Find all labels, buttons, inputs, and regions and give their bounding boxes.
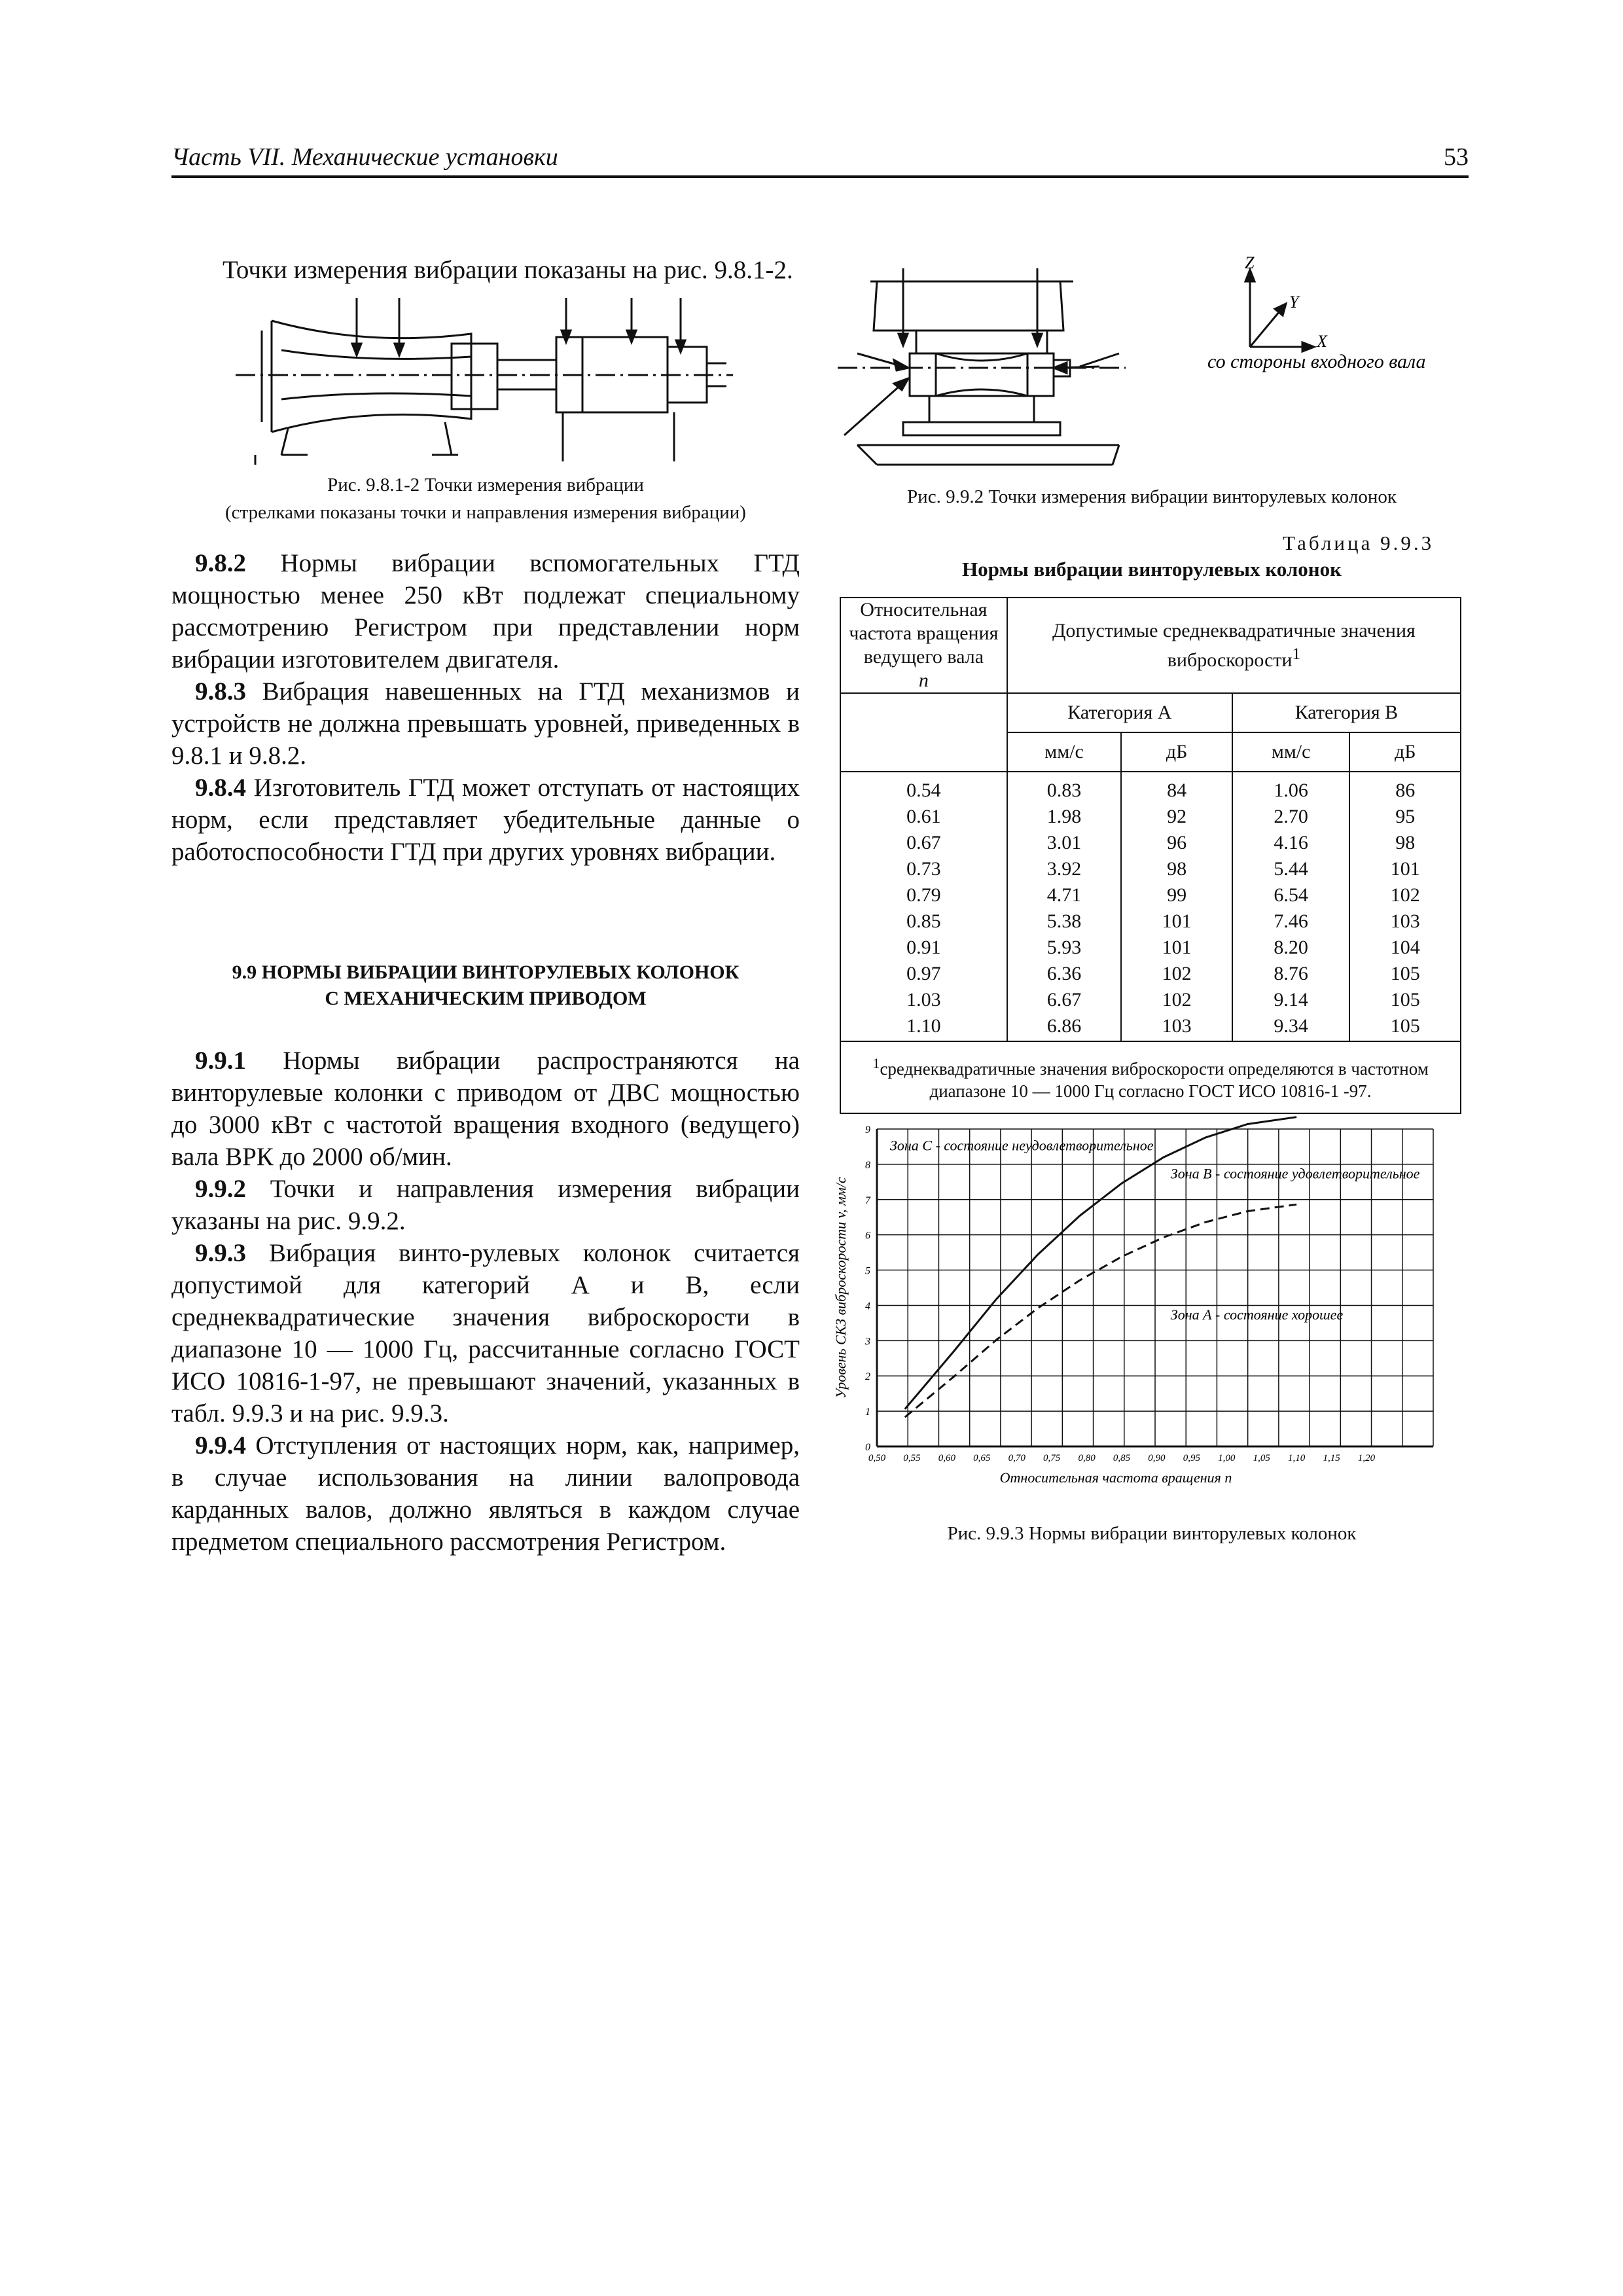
left-column-text: [171, 547, 800, 868]
table-cell: 0.73: [906, 858, 941, 880]
table-cell: 99: [1167, 884, 1187, 906]
x-tick-label: 1,05: [1253, 1453, 1270, 1463]
table-footnote: $^1$среднеквадратичные значения виброскорости определяются в частотном диапазоне 10 — 1000 Гц согласно ГОСТ ИСО 10816-1 -97.: [840, 1041, 1461, 1113]
fig-992-caption: Рис. 9.9.2 Точки измерения вибрации винторулевых колонок: [907, 486, 1397, 507]
fig-993-caption: Рис. 9.9.3 Нормы вибрации винторулевых колонок: [947, 1523, 1357, 1544]
table-cell: 86: [1395, 780, 1416, 801]
table-cell: 1.10: [906, 1015, 941, 1037]
x-tick-label: 0,55: [903, 1453, 921, 1463]
table-cell: 98: [1395, 832, 1416, 853]
table-cell: 105: [1390, 989, 1420, 1011]
table-cell: 7.46: [1274, 910, 1308, 932]
para-984: 9.8.4 Изготовитель ГТД может отступать от настоящих норм, если представляет убедительные данные о работоспособности ГТД при других уровнях вибрации.: [171, 774, 800, 866]
table-cell: 5.38: [1046, 910, 1082, 932]
table-cell: 102: [1162, 963, 1192, 984]
unit-a-db: дБ: [1121, 732, 1232, 772]
table-cell: 92: [1167, 806, 1187, 827]
table-cell: 95: [1395, 806, 1416, 827]
col-a-mms-values: [1007, 772, 1122, 1041]
x-tick-label: 0,90: [1148, 1453, 1166, 1463]
table-cell: 0.97: [906, 963, 941, 984]
header-spacer: [840, 693, 1007, 772]
table-cell: 4.16: [1274, 832, 1308, 853]
y-tick-label: 9: [865, 1124, 870, 1136]
col-freq-header: Относительная частота вращения ведущего вала n: [840, 598, 1007, 693]
unit-b-mms: мм/с: [1232, 732, 1350, 772]
page-number: 53: [1444, 143, 1469, 171]
table-cell: 0.54: [906, 780, 941, 801]
table-title: Нормы вибрации винторулевых колонок: [962, 558, 1342, 581]
unit-b-db: дБ: [1349, 732, 1461, 772]
fig-992-drawing: [838, 255, 1466, 471]
norms-table: [840, 597, 1461, 1114]
x-tick-label: 0,75: [1043, 1453, 1061, 1463]
x-tick-label: 0,50: [868, 1453, 886, 1463]
table-cell: 101: [1162, 910, 1192, 932]
table-cell: 84: [1167, 780, 1187, 801]
y-tick-label: 8: [865, 1159, 870, 1171]
table-cell: 98: [1167, 858, 1187, 880]
fig-981-drawing: [236, 298, 746, 465]
chart-xlabel: Относительная частота вращения n: [999, 1469, 1232, 1486]
table-cell: 0.83: [1046, 780, 1082, 801]
zone-c-label: Зона С - состояние неудовлетворительное: [890, 1137, 1154, 1154]
para-983: 9.8.3 Вибрация навешенных на ГТД механизмов и устройств не должна превышать уровней, приведенных в 9.8.1 и 9.8.2.: [171, 677, 800, 770]
x-tick-label: 0,80: [1078, 1453, 1096, 1463]
running-header-title: Часть VII. Механические установки: [171, 143, 558, 171]
cat-a-header: Категория А: [1007, 693, 1232, 732]
x-tick-label: 0,65: [973, 1453, 991, 1463]
table-cell: 102: [1390, 884, 1420, 906]
x-tick-label: 1,15: [1323, 1453, 1340, 1463]
table-cell: 5.44: [1274, 858, 1308, 880]
table-cell: 103: [1390, 910, 1420, 932]
table-cell: 0.79: [906, 884, 941, 906]
chart-series: [905, 1117, 1297, 1418]
x-tick-label: 0,95: [1183, 1453, 1200, 1463]
table-cell: 101: [1162, 937, 1192, 958]
table-cell: 6.67: [1046, 989, 1082, 1011]
col-b-db-values: [1349, 772, 1461, 1041]
intro-text: Точки измерения вибрации показаны на рис. 9.8.1-2.: [223, 256, 793, 284]
col-n-values: [840, 772, 1007, 1041]
table-cell: 1.03: [906, 989, 941, 1011]
header-rule: [171, 175, 1469, 178]
table-cell: 4.71: [1046, 884, 1082, 906]
table-cell: 96: [1167, 832, 1187, 853]
y-tick-label: 4: [865, 1300, 870, 1312]
table-cell: 3.01: [1046, 832, 1082, 853]
table-cell: 8.76: [1274, 963, 1308, 984]
table-cell: 9.14: [1274, 989, 1308, 1011]
y-tick-label: 1: [865, 1407, 870, 1418]
y-tick-label: 3: [865, 1336, 870, 1348]
x-tick-label: 1,00: [1218, 1453, 1236, 1463]
category-b-line: [905, 1117, 1296, 1409]
chart-ylabel: Уровень СКЗ виброскорости v, мм/с: [832, 1177, 849, 1399]
table-cell: 103: [1162, 1015, 1192, 1037]
axis-x-label: X: [1317, 332, 1327, 351]
table-cell: 0.91: [906, 937, 941, 958]
fig-981-caption-2: (стрелками показаны точки и направления измерения вибрации): [225, 502, 746, 523]
section-99-text: [171, 1045, 800, 1558]
col-b-mms-values: [1232, 772, 1350, 1041]
zone-b-label: Зона В - состояние удовлетворительное: [1170, 1165, 1420, 1182]
para-991: 9.9.1 Нормы вибрации распространяются на винторулевые колонки с приводом от ДВС мощностью до 3000 кВт с частотой вращения входного (ведущего) вала ВРК до 2000 об/мин.: [171, 1047, 800, 1171]
table-cell: 105: [1390, 1015, 1420, 1037]
section-99-heading: 9.9 НОРМЫ ВИБРАЦИИ ВИНТОРУЛЕВЫХ КОЛОНОК С МЕХАНИЧЕСКИМ ПРИВОДОМ: [232, 961, 740, 1009]
table-cell: 9.34: [1274, 1015, 1308, 1037]
table-cell: 2.70: [1274, 806, 1308, 827]
table-cell: 104: [1390, 937, 1420, 958]
x-tick-label: 0,60: [938, 1453, 955, 1463]
vibration-norms-chart: [831, 1113, 1459, 1499]
x-tick-label: 0,70: [1008, 1453, 1026, 1463]
x-tick-label: 1,20: [1357, 1453, 1376, 1463]
col-a-db-values: [1121, 772, 1232, 1041]
col-values-header: Допустимые среднеквадратичные значения виброскорости$^1$: [1007, 598, 1461, 693]
table-cell: 6.54: [1274, 884, 1308, 906]
table-number: Таблица 9.9.3: [1283, 531, 1435, 554]
zone-a-label: Зона А - состояние хорошее: [1170, 1306, 1344, 1323]
table-cell: 0.67: [906, 832, 941, 853]
table-cell: 1.98: [1046, 806, 1082, 827]
table-cell: 1.06: [1274, 780, 1308, 801]
axis-z-label: Z: [1245, 255, 1255, 272]
axis-y-label: Y: [1289, 293, 1299, 312]
table-cell: 0.85: [906, 910, 941, 932]
para-994: 9.9.4 Отступления от настоящих норм, как, например, в случае использования на линии валопровода карданных валов, должно являться в каждом случае предметом специального рассмотрения Регистром.: [171, 1431, 800, 1556]
y-tick-label: 0: [865, 1442, 870, 1453]
para-982: 9.8.2 Нормы вибрации вспомогательных ГТД мощностью менее 250 кВт подлежат специальному рассмотрению Регистром при представлении норм вибрации изготовителем двигателя.: [171, 549, 800, 673]
para-992: 9.9.2 Точки и направления измерения вибрации указаны на рис. 9.9.2.: [171, 1175, 800, 1235]
table-cell: 5.93: [1046, 937, 1082, 958]
x-tick-label: 0,85: [1113, 1453, 1131, 1463]
x-tick-label: 1,10: [1288, 1453, 1306, 1463]
table-cell: 101: [1390, 858, 1420, 880]
cat-b-header: Категория В: [1232, 693, 1461, 732]
y-tick-label: 5: [865, 1265, 870, 1277]
table-cell: 6.86: [1046, 1015, 1082, 1037]
y-tick-label: 7: [865, 1194, 870, 1206]
unit-a-mms: мм/с: [1007, 732, 1122, 772]
y-tick-label: 2: [865, 1371, 870, 1383]
para-993: 9.9.3 Вибрация винто-рулевых колонок считается допустимой для категорий А и В, если среднеквадратические значения виброскорости в диапазоне 10 — 1000 Гц, рассчитанные согласно ГОСТ ИСО 10816-1-97, не превышают значений, указанных в табл. 9.9.3 и на рис. 9.9.3.: [171, 1239, 800, 1427]
table-cell: 6.36: [1046, 963, 1082, 984]
table-cell: 8.20: [1274, 937, 1308, 958]
table-cell: 105: [1390, 963, 1420, 984]
y-tick-label: 6: [865, 1230, 870, 1242]
table-cell: 0.61: [906, 806, 941, 827]
side-label: со стороны входного вала: [1207, 351, 1426, 372]
table-cell: 3.92: [1046, 858, 1082, 880]
table-cell: 102: [1162, 989, 1192, 1011]
fig-981-caption-1: Рис. 9.8.1-2 Точки измерения вибрации: [327, 475, 644, 495]
